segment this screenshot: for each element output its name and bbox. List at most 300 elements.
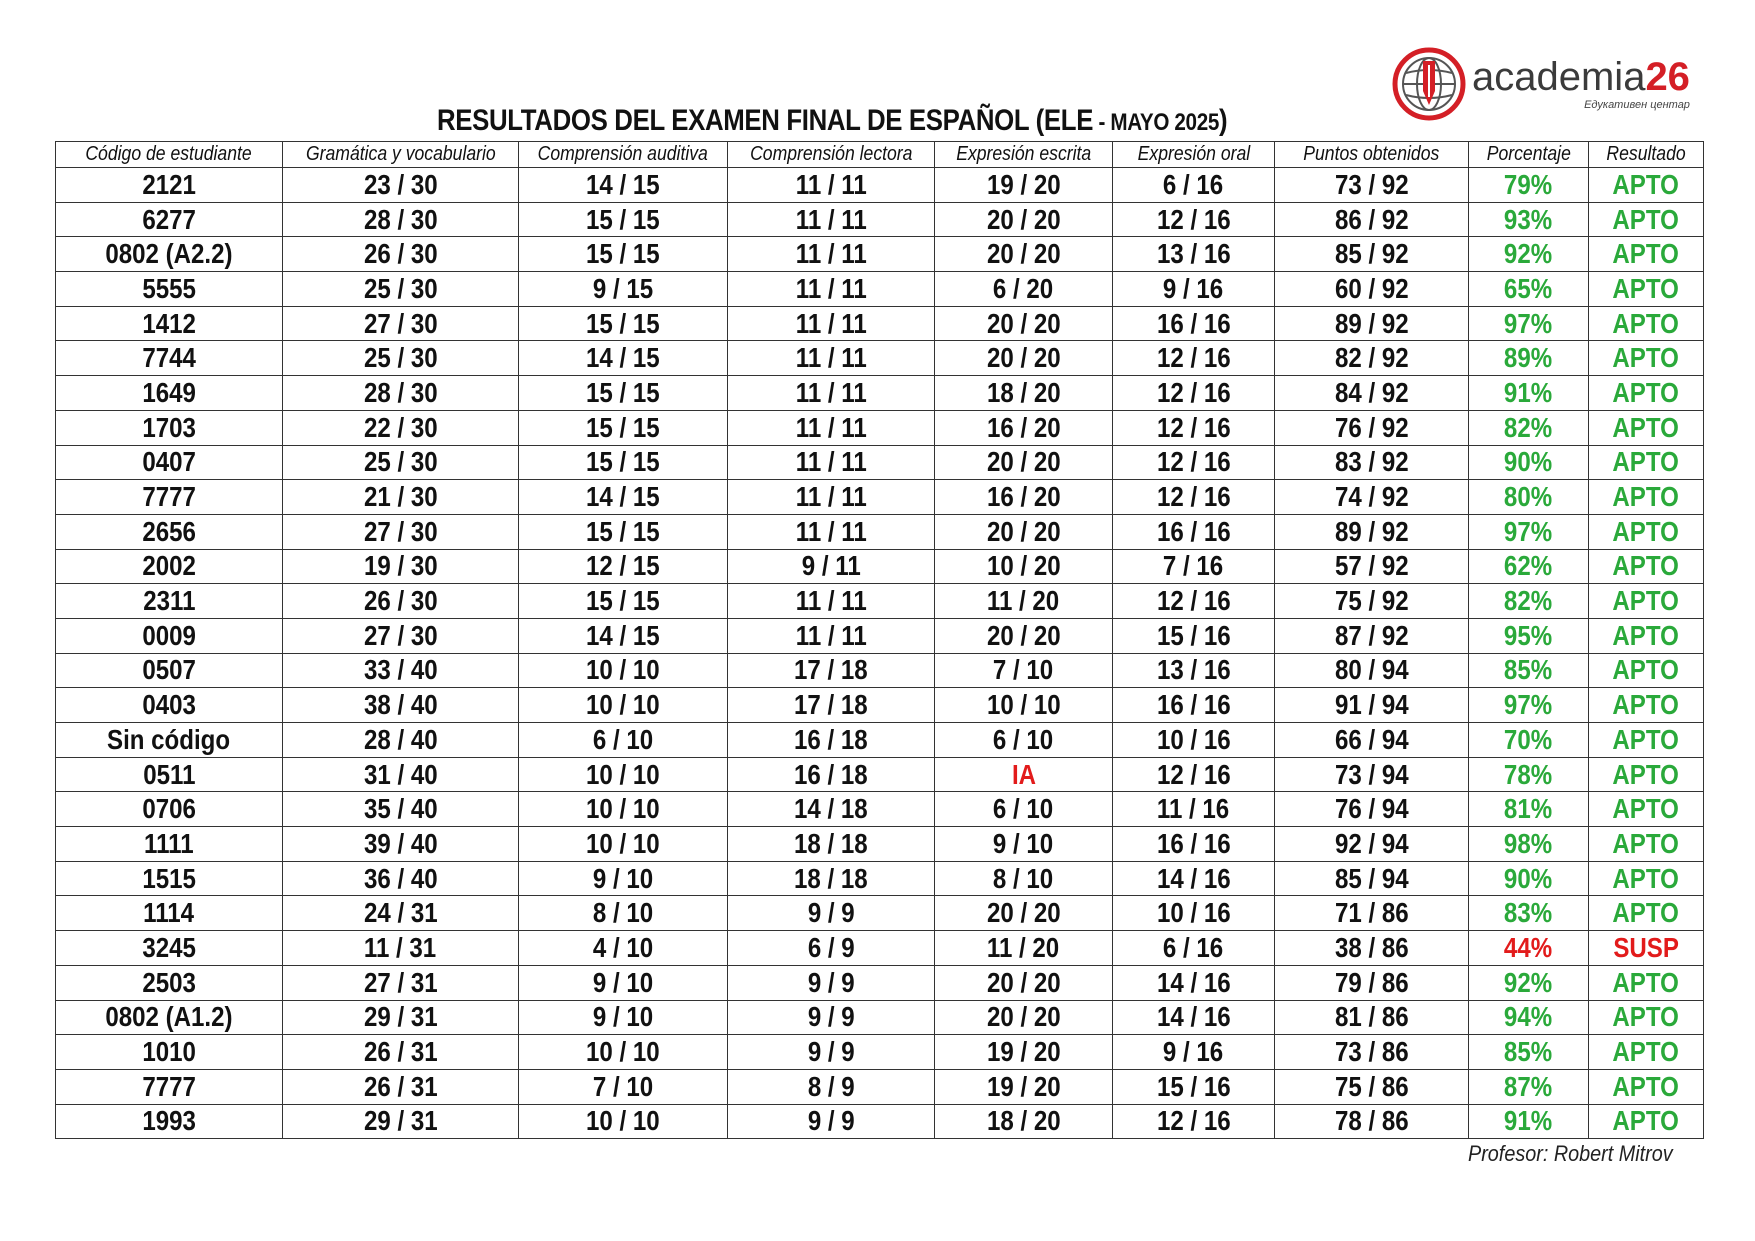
cell-listening [519,931,728,966]
cell-value: 10 / 10 [586,827,660,859]
cell-listening [519,410,728,445]
cell-value: 33 / 40 [363,654,438,686]
cell-value: 87 / 92 [1334,619,1409,651]
cell-value: 9 / 11 [801,550,861,582]
cell-percentage [1469,584,1589,619]
cell-value: 10 / 10 [586,1105,660,1137]
cell-value: 10 / 16 [1156,723,1231,755]
cell-value: 18 / 18 [794,827,868,859]
header-writing [935,142,1113,168]
cell-value: 25 / 30 [363,446,438,478]
cell-total-points [1275,861,1469,896]
cell-value: 14 / 15 [586,342,660,374]
cell-value: 1649 [142,376,196,408]
cell-listening [519,1069,728,1104]
cell-value: 25 / 30 [363,342,438,374]
cell-percentage [1469,896,1589,931]
header-percentage [1469,142,1589,168]
cell-value: 16 / 16 [1156,515,1231,547]
cell-value: 9 / 9 [807,1036,855,1068]
cell-listening [519,757,728,792]
cell-value: 15 / 15 [586,411,660,443]
cell-value: 98% [1504,827,1553,859]
cell-value: 19 / 30 [363,550,438,582]
cell-value: 26 / 30 [363,238,438,270]
cell-value: 11 / 11 [795,585,867,617]
cell-result [1589,827,1704,862]
cell-total-points [1275,931,1469,966]
cell-result [1589,723,1704,758]
cell-value: 11 / 11 [795,481,867,513]
cell-result [1589,237,1704,272]
cell-value: 13 / 16 [1156,654,1231,686]
cell-writing [935,584,1113,619]
cell-value: 86 / 92 [1334,203,1409,235]
cell-value: 20 / 20 [986,515,1061,547]
cell-value: 70% [1504,723,1553,755]
cell-value: 78% [1504,758,1553,790]
cell-grammar-vocabulary [283,584,519,619]
cell-speaking [1113,306,1275,341]
cell-value: 11 / 11 [795,307,867,339]
cell-value: APTO [1612,376,1680,408]
cell-value: 10 / 10 [986,689,1061,721]
cell-value: 18 / 20 [986,376,1061,408]
cell-value: 62% [1504,550,1553,582]
cell-student-code [56,827,283,862]
cell-value: 8 / 10 [592,897,654,929]
cell-student-code [56,723,283,758]
cell-percentage [1469,1104,1589,1139]
cell-grammar-vocabulary [283,792,519,827]
cell-value: 2002 [142,550,196,582]
cell-value: APTO [1612,238,1680,270]
cell-listening [519,237,728,272]
cell-value: 80% [1504,481,1553,513]
cell-value: APTO [1612,481,1680,513]
cell-value: 26 / 31 [363,1036,438,1068]
table-row [56,688,1704,723]
cell-value: 15 / 15 [586,515,660,547]
table-row [56,827,1704,862]
cell-student-code [56,514,283,549]
cell-result [1589,653,1704,688]
cell-student-code [56,1035,283,1070]
cell-total-points [1275,168,1469,203]
cell-student-code [56,618,283,653]
cell-value: 12 / 16 [1156,1105,1231,1137]
table-row [56,1000,1704,1035]
cell-grammar-vocabulary [283,653,519,688]
cell-value: APTO [1612,1036,1680,1068]
header-listening [519,142,728,168]
cell-percentage [1469,723,1589,758]
cell-value: 16 / 20 [986,411,1061,443]
cell-writing [935,514,1113,549]
cell-value: 76 / 94 [1334,793,1409,825]
cell-value: 6 / 20 [993,272,1054,304]
cell-result [1589,1069,1704,1104]
cell-value: 1111 [144,827,194,859]
cell-listening [519,549,728,584]
table-row [56,931,1704,966]
cell-value: 90% [1504,862,1553,894]
cell-result [1589,341,1704,376]
cell-percentage [1469,549,1589,584]
cell-value: 14 / 16 [1156,862,1231,894]
cell-total-points [1275,549,1469,584]
cell-listening [519,202,728,237]
cell-value: 0009 [142,619,196,651]
cell-writing [935,723,1113,758]
cell-value: 82% [1504,411,1553,443]
cell-value: APTO [1612,515,1680,547]
header-result [1589,142,1704,168]
cell-percentage [1469,168,1589,203]
table-row [56,514,1704,549]
cell-listening [519,168,728,203]
cell-value: 0407 [142,446,196,478]
cell-value: 75 / 92 [1334,585,1409,617]
cell-writing [935,688,1113,723]
cell-reading [728,202,935,237]
cell-result [1589,549,1704,584]
cell-value: 20 / 20 [986,897,1061,929]
cell-speaking [1113,410,1275,445]
cell-value: 12 / 16 [1156,376,1231,408]
cell-student-code [56,792,283,827]
cell-value: 75 / 86 [1334,1070,1409,1102]
cell-writing [935,653,1113,688]
cell-total-points [1275,1000,1469,1035]
cell-value: 9 / 9 [807,1105,855,1137]
cell-reading [728,861,935,896]
cell-value: 95% [1504,619,1553,651]
cell-percentage [1469,1069,1589,1104]
page-title [437,104,1227,138]
table-row [56,445,1704,480]
cell-total-points [1275,237,1469,272]
table-body [56,168,1704,1139]
cell-value: 9 / 16 [1163,272,1224,304]
cell-value: 11 / 11 [795,515,867,547]
cell-percentage [1469,445,1589,480]
cell-value: 14 / 15 [586,619,660,651]
cell-grammar-vocabulary [283,1035,519,1070]
cell-value: 28 / 30 [363,376,438,408]
cell-total-points [1275,202,1469,237]
header-label: Porcentaje [1486,143,1571,165]
cell-result [1589,514,1704,549]
cell-value: 14 / 18 [794,793,868,825]
cell-reading [728,584,935,619]
cell-percentage [1469,410,1589,445]
cell-value: 11 / 11 [795,619,867,651]
cell-result [1589,376,1704,411]
table-header-row [56,142,1704,168]
cell-value: APTO [1612,1001,1680,1033]
cell-speaking [1113,549,1275,584]
cell-value: 20 / 20 [986,307,1061,339]
cell-value: 19 / 20 [986,1036,1061,1068]
header-label: Puntos obtenidos [1303,143,1440,165]
cell-listening [519,1000,728,1035]
cell-reading [728,827,935,862]
cell-grammar-vocabulary [283,931,519,966]
cell-value: 20 / 20 [986,446,1061,478]
cell-percentage [1469,792,1589,827]
cell-value: 12 / 15 [586,550,660,582]
cell-student-code [56,445,283,480]
cell-writing [935,618,1113,653]
cell-grammar-vocabulary [283,376,519,411]
cell-value: 81 / 86 [1334,1001,1409,1033]
cell-reading [728,1069,935,1104]
cell-student-code [56,306,283,341]
cell-grammar-vocabulary [283,237,519,272]
cell-value: 11 / 11 [795,376,867,408]
cell-value: 16 / 16 [1156,689,1231,721]
cell-student-code [56,168,283,203]
logo-wordmark [1472,57,1690,97]
cell-reading [728,306,935,341]
cell-reading [728,376,935,411]
cell-speaking [1113,1069,1275,1104]
cell-value: 84 / 92 [1334,376,1409,408]
cell-value: 85 / 92 [1334,238,1409,270]
cell-value: APTO [1612,203,1680,235]
cell-total-points [1275,723,1469,758]
cell-value: 57 / 92 [1334,550,1409,582]
cell-grammar-vocabulary [283,618,519,653]
cell-result [1589,584,1704,619]
cell-value: 27 / 30 [363,619,438,651]
cell-reading [728,1000,935,1035]
cell-value: APTO [1612,654,1680,686]
cell-percentage [1469,931,1589,966]
cell-student-code [56,1000,283,1035]
cell-percentage [1469,237,1589,272]
cell-value: 7777 [142,481,196,513]
cell-value: 2311 [142,585,196,617]
cell-total-points [1275,306,1469,341]
cell-value: 12 / 16 [1156,481,1231,513]
cell-value: APTO [1612,411,1680,443]
cell-value: 12 / 16 [1156,203,1231,235]
header-reading [728,142,935,168]
cell-speaking [1113,896,1275,931]
cell-writing [935,792,1113,827]
cell-reading [728,1035,935,1070]
cell-value: 26 / 30 [363,585,438,617]
table-row [56,1104,1704,1139]
cell-percentage [1469,202,1589,237]
cell-listening [519,584,728,619]
cell-result [1589,410,1704,445]
table-row [56,723,1704,758]
cell-value: 83 / 92 [1334,446,1409,478]
cell-speaking [1113,792,1275,827]
cell-writing [935,1000,1113,1035]
cell-grammar-vocabulary [283,549,519,584]
cell-value: 89 / 92 [1334,515,1409,547]
cell-grammar-vocabulary [283,1000,519,1035]
cell-value: 20 / 20 [986,203,1061,235]
cell-speaking [1113,618,1275,653]
cell-value: 9 / 9 [807,897,855,929]
cell-total-points [1275,896,1469,931]
cell-grammar-vocabulary [283,757,519,792]
cell-value: 20 / 20 [986,619,1061,651]
cell-writing [935,1104,1113,1139]
cell-value: 11 / 11 [795,272,867,304]
cell-total-points [1275,341,1469,376]
cell-value: APTO [1612,793,1680,825]
cell-student-code [56,341,283,376]
cell-listening [519,1035,728,1070]
cell-total-points [1275,272,1469,307]
cell-reading [728,445,935,480]
cell-value: 1993 [142,1105,196,1137]
cell-value: 15 / 16 [1156,619,1231,651]
cell-value: 11 / 31 [364,931,437,963]
cell-grammar-vocabulary [283,965,519,1000]
cell-reading [728,792,935,827]
table-row [56,410,1704,445]
header-speaking [1113,142,1275,168]
cell-value: 27 / 30 [363,515,438,547]
cell-writing [935,965,1113,1000]
cell-value: 12 / 16 [1156,411,1231,443]
cell-value: 92% [1504,238,1553,270]
cell-value: 27 / 30 [363,307,438,339]
table-row [56,237,1704,272]
cell-value: 16 / 18 [794,723,868,755]
cell-speaking [1113,480,1275,515]
cell-grammar-vocabulary [283,861,519,896]
cell-percentage [1469,965,1589,1000]
cell-grammar-vocabulary [283,688,519,723]
cell-speaking [1113,1104,1275,1139]
cell-value: 0511 [142,758,196,790]
cell-value: 14 / 16 [1156,966,1231,998]
cell-student-code [56,1104,283,1139]
cell-value: 29 / 31 [363,1105,438,1137]
cell-percentage [1469,376,1589,411]
cell-value: APTO [1612,689,1680,721]
cell-percentage [1469,272,1589,307]
cell-value: 6 / 10 [993,723,1054,755]
cell-percentage [1469,653,1589,688]
cell-value: 3245 [142,931,196,963]
cell-value: 31 / 40 [363,758,438,790]
cell-value: 35 / 40 [363,793,438,825]
cell-writing [935,410,1113,445]
cell-student-code [56,549,283,584]
cell-listening [519,480,728,515]
cell-listening [519,272,728,307]
cell-value: 20 / 20 [986,1001,1061,1033]
cell-speaking [1113,965,1275,1000]
cell-value: 81% [1504,793,1553,825]
cell-value: 21 / 30 [363,481,438,513]
cell-value: 71 / 86 [1334,897,1409,929]
cell-grammar-vocabulary [283,1069,519,1104]
cell-student-code [56,931,283,966]
header-label: Comprensión lectora [749,143,913,165]
cell-value: 15 / 15 [586,376,660,408]
cell-value: 6277 [142,203,196,235]
cell-speaking [1113,584,1275,619]
cell-result [1589,1104,1704,1139]
cell-value: 16 / 16 [1156,307,1231,339]
cell-total-points [1275,653,1469,688]
cell-writing [935,861,1113,896]
table-row [56,549,1704,584]
cell-listening [519,1104,728,1139]
cell-value: 22 / 30 [363,411,438,443]
cell-value: 7 / 16 [1163,550,1224,582]
cell-reading [728,341,935,376]
logo-tagline: Едукативен центар [1584,99,1690,111]
table-row [56,376,1704,411]
cell-value: 17 / 18 [794,654,868,686]
cell-reading [728,237,935,272]
cell-reading [728,723,935,758]
cell-value: 15 / 16 [1156,1070,1231,1102]
cell-value: 11 / 11 [795,238,867,270]
cell-value: 19 / 20 [986,168,1061,200]
cell-value: 66 / 94 [1334,723,1409,755]
cell-speaking [1113,653,1275,688]
cell-listening [519,723,728,758]
cell-value: APTO [1612,585,1680,617]
table-row [56,1035,1704,1070]
cell-value: 15 / 15 [586,238,660,270]
table-row [56,1069,1704,1104]
cell-percentage [1469,861,1589,896]
cell-value: 78 / 86 [1334,1105,1409,1137]
cell-value: 12 / 16 [1156,758,1231,790]
cell-reading [728,931,935,966]
cell-result [1589,306,1704,341]
table-row [56,584,1704,619]
cell-total-points [1275,965,1469,1000]
cell-grammar-vocabulary [283,827,519,862]
cell-value: 73 / 94 [1334,758,1409,790]
cell-student-code [56,965,283,1000]
cell-value: APTO [1612,1105,1680,1137]
cell-total-points [1275,1104,1469,1139]
cell-value: 60 / 92 [1334,272,1409,304]
cell-reading [728,896,935,931]
cell-value: 10 / 10 [586,689,660,721]
cell-result [1589,965,1704,1000]
cell-value: 27 / 31 [363,966,438,998]
cell-student-code [56,653,283,688]
cell-result [1589,618,1704,653]
cell-value: 15 / 15 [586,307,660,339]
cell-value: 92% [1504,966,1553,998]
cell-value: 39 / 40 [363,827,438,859]
academia-logo [1392,48,1690,120]
results-table [55,141,1704,1139]
cell-value: 9 / 9 [807,1001,855,1033]
cell-value: 9 / 9 [807,966,855,998]
cell-value: APTO [1612,619,1680,651]
cell-result [1589,445,1704,480]
cell-value: 38 / 86 [1334,931,1409,963]
